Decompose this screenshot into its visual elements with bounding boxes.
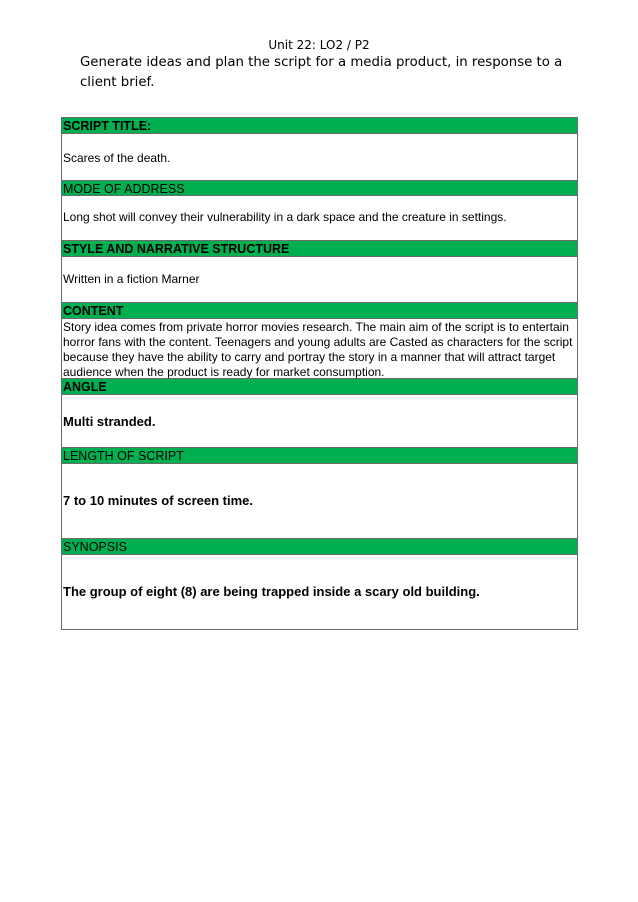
content-heading: CONTENT <box>62 303 577 319</box>
script-plan-table <box>61 117 578 630</box>
angle-heading: ANGLE <box>62 379 577 395</box>
style-narrative-value: Written in a fiction Marner <box>62 257 577 303</box>
synopsis-heading: SYNOPSIS <box>62 539 577 555</box>
script-title-heading: SCRIPT TITLE: <box>62 118 577 134</box>
mode-of-address-heading: MODE OF ADDRESS <box>62 181 577 196</box>
angle-value: Multi stranded. <box>62 395 577 448</box>
page-header: Unit 22: LO2 / P2 <box>268 38 370 52</box>
script-title-value: Scares of the death. <box>62 134 577 181</box>
mode-of-address-value: Long shot will convey their vulnerability in a dark space and the creature in settings. <box>62 196 577 241</box>
content-value: Story idea comes from private horror movies research. The main aim of the script is to entertain horror fans with the content. Teenagers and young adults are Casted as characters for the script because they have the ability to carry and portray the story in a manner that will attract target audience when the product is ready for market consumption. <box>62 319 577 379</box>
task-description: Generate ideas and plan the script for a media product, in response to a client brief. <box>80 55 563 90</box>
length-of-script-heading: LENGTH OF SCRIPT <box>62 448 577 464</box>
style-narrative-heading: STYLE AND NARRATIVE STRUCTURE <box>62 241 577 257</box>
length-of-script-value: 7 to 10 minutes of screen time. <box>62 464 577 539</box>
synopsis-value: The group of eight (8) are being trapped inside a scary old building. <box>62 555 577 630</box>
